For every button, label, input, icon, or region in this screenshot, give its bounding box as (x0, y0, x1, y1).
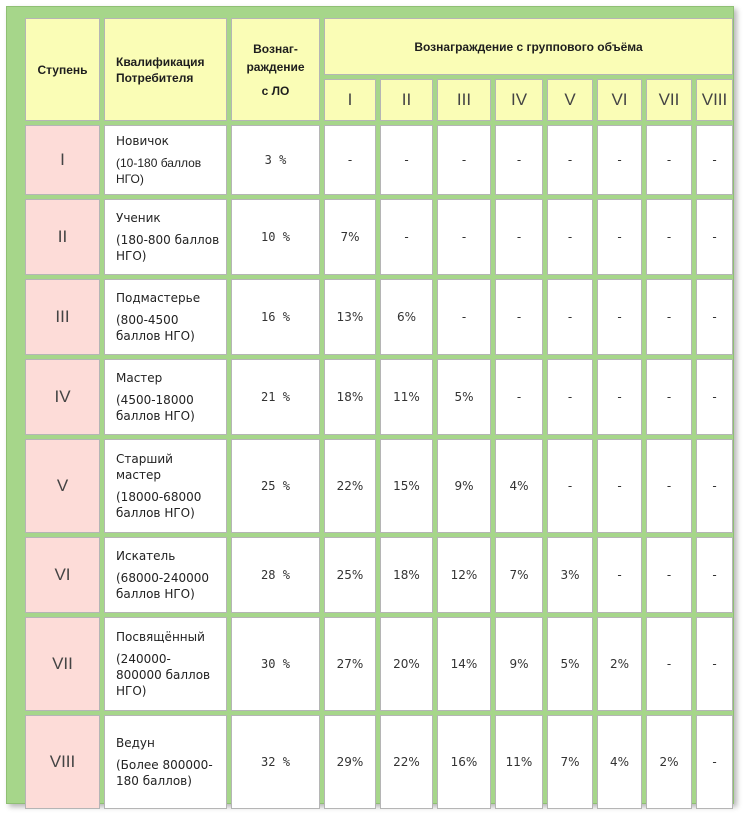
stage-cell: V (25, 439, 100, 533)
stage-cell: VII (25, 617, 100, 711)
value-cell: 22% (380, 715, 433, 809)
value-cell: 18% (324, 359, 376, 435)
qualification-range: (4500-18000 баллов НГО) (116, 393, 195, 423)
value-cell: - (547, 359, 593, 435)
table-row (25, 359, 733, 435)
value-cell: 11% (495, 715, 543, 809)
stage-cell: VI (25, 537, 100, 613)
table-row (25, 439, 733, 533)
value-cell: - (597, 199, 642, 275)
value-cell: - (495, 279, 543, 355)
value-cell: 13% (324, 279, 376, 355)
reward-lo-cell: 25 % (231, 439, 320, 533)
value-cell: - (380, 125, 433, 195)
value-cell: - (547, 279, 593, 355)
value-cell: - (437, 199, 491, 275)
header-level-8: VIII (696, 79, 733, 121)
value-cell: 29% (324, 715, 376, 809)
value-cell: - (646, 617, 692, 711)
header-reward-lo-line2: с ЛО (261, 83, 290, 98)
value-cell: 7% (495, 537, 543, 613)
value-cell: - (646, 537, 692, 613)
header-level-4: IV (495, 79, 543, 121)
reward-lo-cell: 30 % (231, 617, 320, 711)
value-cell: - (696, 279, 733, 355)
value-cell: - (696, 617, 733, 711)
table-row (25, 199, 733, 275)
value-cell: - (437, 279, 491, 355)
value-cell: 15% (380, 439, 433, 533)
value-cell: - (696, 439, 733, 533)
stage-cell: II (25, 199, 100, 275)
header-qualification-text: Квалификация Потребителя (116, 54, 205, 85)
header-level-6: VI (597, 79, 642, 121)
qualification-range: (Более 800000-180 баллов) (116, 758, 213, 788)
qualification-range: (800-4500 баллов НГО) (116, 313, 195, 343)
stage-cell: I (25, 125, 100, 195)
value-cell: - (495, 359, 543, 435)
qualification-cell (104, 715, 227, 809)
value-cell: - (696, 359, 733, 435)
stage-cell: III (25, 279, 100, 355)
qualification-name: Старший мастер (116, 452, 173, 482)
reward-lo-cell: 3 % (231, 125, 320, 195)
value-cell: - (380, 199, 433, 275)
value-cell: - (437, 125, 491, 195)
qualification-range: (180-800 баллов НГО) (116, 233, 220, 263)
value-cell: 20% (380, 617, 433, 711)
value-cell: 22% (324, 439, 376, 533)
value-cell: 18% (380, 537, 433, 613)
qualification-name: Посвящённый (116, 630, 205, 644)
qualification-name: Ученик (116, 211, 161, 225)
qualification-cell (104, 199, 227, 275)
value-cell: 3% (547, 537, 593, 613)
table-row (25, 617, 733, 711)
value-cell: - (696, 199, 733, 275)
qualification-name: Мастер (116, 371, 163, 385)
value-cell: 7% (324, 199, 376, 275)
header-group-reward: Вознаграждение с группового объёма (324, 18, 733, 75)
value-cell: - (646, 359, 692, 435)
qualification-cell (104, 537, 227, 613)
table-frame (6, 6, 734, 804)
qualification-name: Подмастерье (116, 291, 201, 305)
value-cell: - (495, 199, 543, 275)
value-cell: 5% (547, 617, 593, 711)
header-level-1: I (324, 79, 376, 121)
reward-lo-cell: 10 % (231, 199, 320, 275)
value-cell: - (646, 199, 692, 275)
value-cell: - (597, 125, 642, 195)
table-row (25, 125, 733, 195)
header-level-5: V (547, 79, 593, 121)
stage-cell: VIII (25, 715, 100, 809)
value-cell: - (597, 359, 642, 435)
value-cell: 9% (437, 439, 491, 533)
header-stage: Ступень (25, 18, 100, 121)
qualification-cell (104, 359, 227, 435)
value-cell: - (646, 439, 692, 533)
value-cell: - (597, 279, 642, 355)
qualification-cell (104, 125, 227, 195)
value-cell: 14% (437, 617, 491, 711)
value-cell: - (597, 439, 642, 533)
value-cell: - (696, 125, 733, 195)
table-row (25, 715, 733, 809)
value-cell: 12% (437, 537, 491, 613)
value-cell: 11% (380, 359, 433, 435)
value-cell: - (696, 715, 733, 809)
qualification-name: Ведун (116, 736, 155, 750)
value-cell: 2% (597, 617, 642, 711)
qualification-range: (10-180 баллов НГО) (116, 156, 202, 186)
qualification-cell (104, 617, 227, 711)
header-level-3: III (437, 79, 491, 121)
value-cell: - (547, 125, 593, 195)
value-cell: 2% (646, 715, 692, 809)
table-row (25, 537, 733, 613)
value-cell: 16% (437, 715, 491, 809)
stage-cell: IV (25, 359, 100, 435)
value-cell: 5% (437, 359, 491, 435)
value-cell: - (547, 199, 593, 275)
value-cell: 7% (547, 715, 593, 809)
value-cell: 4% (597, 715, 642, 809)
value-cell: 6% (380, 279, 433, 355)
qualification-cell (104, 439, 227, 533)
value-cell: - (646, 125, 692, 195)
value-cell: - (696, 537, 733, 613)
qualification-range: (240000-800000 баллов НГО) (116, 652, 211, 698)
reward-lo-cell: 16 % (231, 279, 320, 355)
value-cell: 9% (495, 617, 543, 711)
header-qualification (104, 18, 227, 121)
header-level-7: VII (646, 79, 692, 121)
value-cell: 4% (495, 439, 543, 533)
reward-table (21, 14, 737, 813)
header-reward-lo-line1: Вознаг-раждение (246, 41, 305, 74)
qualification-range: (18000-68000 баллов НГО) (116, 490, 202, 520)
reward-lo-cell: 28 % (231, 537, 320, 613)
value-cell: - (646, 279, 692, 355)
qualification-cell (104, 279, 227, 355)
qualification-name: Новичок (116, 134, 169, 148)
value-cell: 25% (324, 537, 376, 613)
header-level-2: II (380, 79, 433, 121)
qualification-range: (68000-240000 баллов НГО) (116, 571, 209, 601)
value-cell: - (324, 125, 376, 195)
header-reward-lo (231, 18, 320, 121)
reward-lo-cell: 32 % (231, 715, 320, 809)
value-cell: - (597, 537, 642, 613)
value-cell: 27% (324, 617, 376, 711)
value-cell: - (495, 125, 543, 195)
qualification-name: Искатель (116, 549, 176, 563)
table-row (25, 279, 733, 355)
reward-lo-cell: 21 % (231, 359, 320, 435)
value-cell: - (547, 439, 593, 533)
